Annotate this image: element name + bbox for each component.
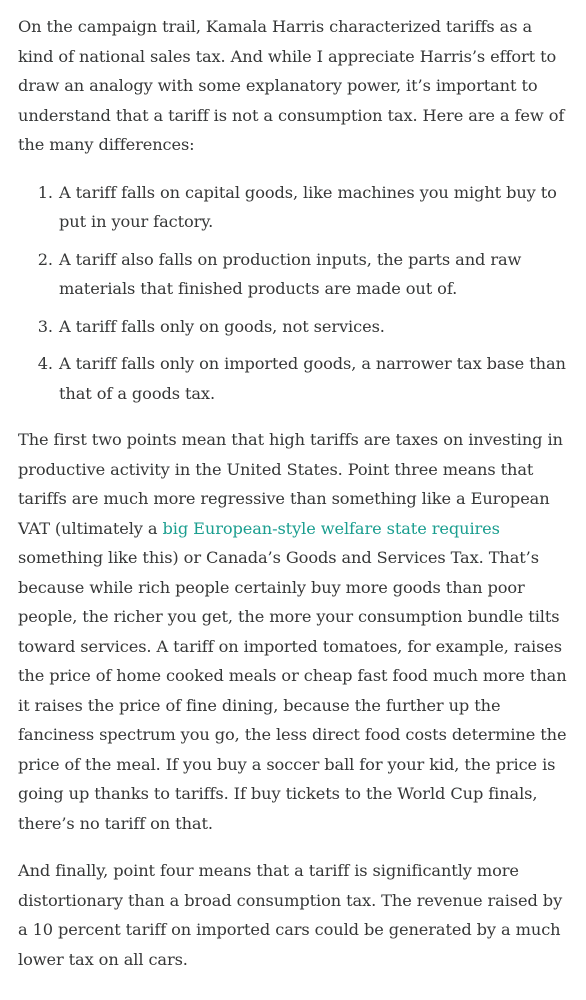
welfare-state-link[interactable]: big European-style welfare state requires: [162, 518, 500, 538]
paragraph-intro: On the campaign trail, Kamala Harris characterized tariffs as a kind of national sales tax. And while I appreciate Harris’s effort to draw an analogy with some explanatory power, it’s important to understand that a tariff is not a consumption tax. Here are a few of the many differences:: [18, 17, 565, 154]
differences-list: [18, 178, 570, 409]
paragraph-analysis-text-after: something like this) or Canada’s Goods and Services Tax. That’s because while rich people certainly buy more goods than poor people, the richer you get, the more your consumption bundle tilts toward services. A tariff on imported tomatoes, for example, raises the price of home cooked meals or cheap fast food much more than it raises the price of fine dining, because the further up the fanciness spectrum you go, the less direct food costs determine the price of the meal. If you buy a soccer ball for your kid, the price is going up thanks to tariffs. If buy tickets to the World Cup finals, there’s no tariff on that.: [18, 548, 567, 833]
paragraph-analysis: [18, 425, 570, 838]
paragraph-conclusion: And finally, point four means that a tariff is significantly more distortionary than a broad consumption tax. The revenue raised by a 10 percent tariff on imported cars could be generated by a much lower tax on all cars.: [18, 861, 563, 969]
paragraph-analysis-text-before: The first two points mean that high tariffs are taxes on investing in productive activity in the United States. Point three means that tariffs are much more regressive than something like a European VAT (ultimately a: [18, 430, 563, 538]
list-item: 3. A tariff falls only on goods, not services.: [58, 312, 570, 342]
list-item: 4. A tariff falls only on imported goods, a narrower tax base than that of a goods tax.: [58, 349, 570, 408]
list-item: 1. A tariff falls on capital goods, like machines you might buy to put in your factory.: [58, 178, 570, 237]
list-item: 2. A tariff also falls on production inputs, the parts and raw materials that finished products are made out of.: [58, 245, 570, 304]
